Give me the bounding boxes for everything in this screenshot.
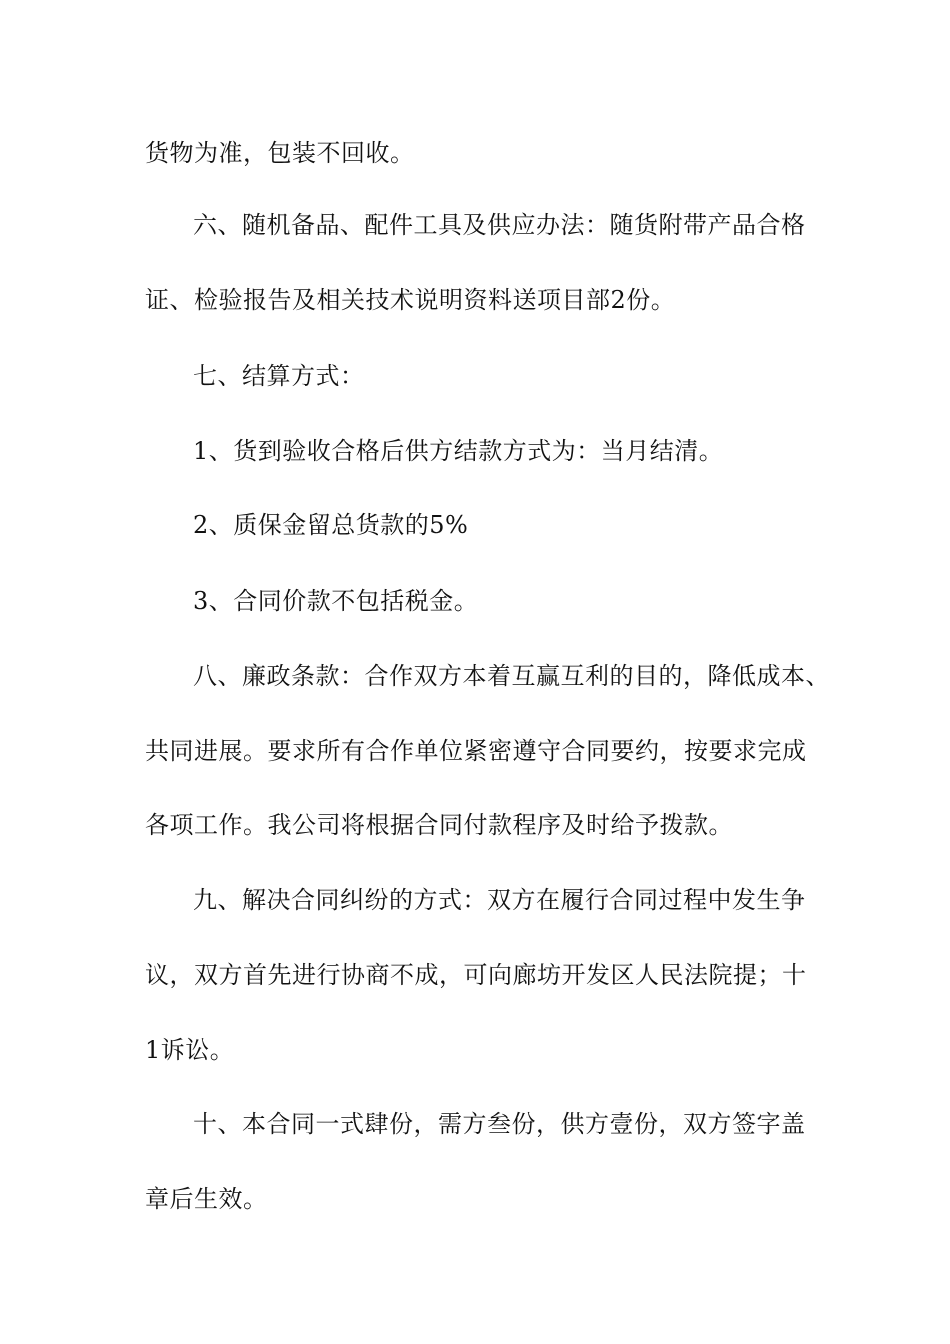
settlement-item-2: 2、质保金留总货款的5% [193, 511, 469, 539]
section-6-heading-line: 六、随机备品、配件工具及供应办法：随货附带产品合格 [193, 211, 806, 239]
text-line-10: 各项工作。我公司将根据合同付款程序及时给予拨款。 [145, 811, 733, 839]
text-line-12: 议，双方首先进行协商不成，可向廊坊开发区人民法院提；十 [145, 961, 807, 989]
text-line-3: 证、检验报告及相关技术说明资料送项目部2份。 [145, 286, 676, 314]
section-9-heading-line: 九、解决合同纠纷的方式：双方在履行合同过程中发生争 [193, 886, 806, 914]
settlement-item-3: 3、合同价款不包括税金。 [193, 587, 479, 615]
section-8-heading-line: 八、廉政条款：合作双方本着互赢互利的目的，降低成本、 [193, 662, 830, 690]
section-7-heading: 七、结算方式： [193, 362, 365, 390]
section-10-heading-line: 十、本合同一式肆份，需方叁份，供方壹份，双方签字盖 [193, 1110, 806, 1138]
settlement-item-1: 1、货到验收合格后供方结款方式为：当月结清。 [193, 437, 724, 465]
text-line-15: 章后生效。 [145, 1185, 268, 1213]
text-line-9: 共同进展。要求所有合作单位紧密遵守合同要约，按要求完成 [145, 737, 807, 765]
text-line-1: 货物为准，包装不回收。 [145, 139, 415, 167]
text-line-13: 1诉讼。 [145, 1036, 235, 1064]
